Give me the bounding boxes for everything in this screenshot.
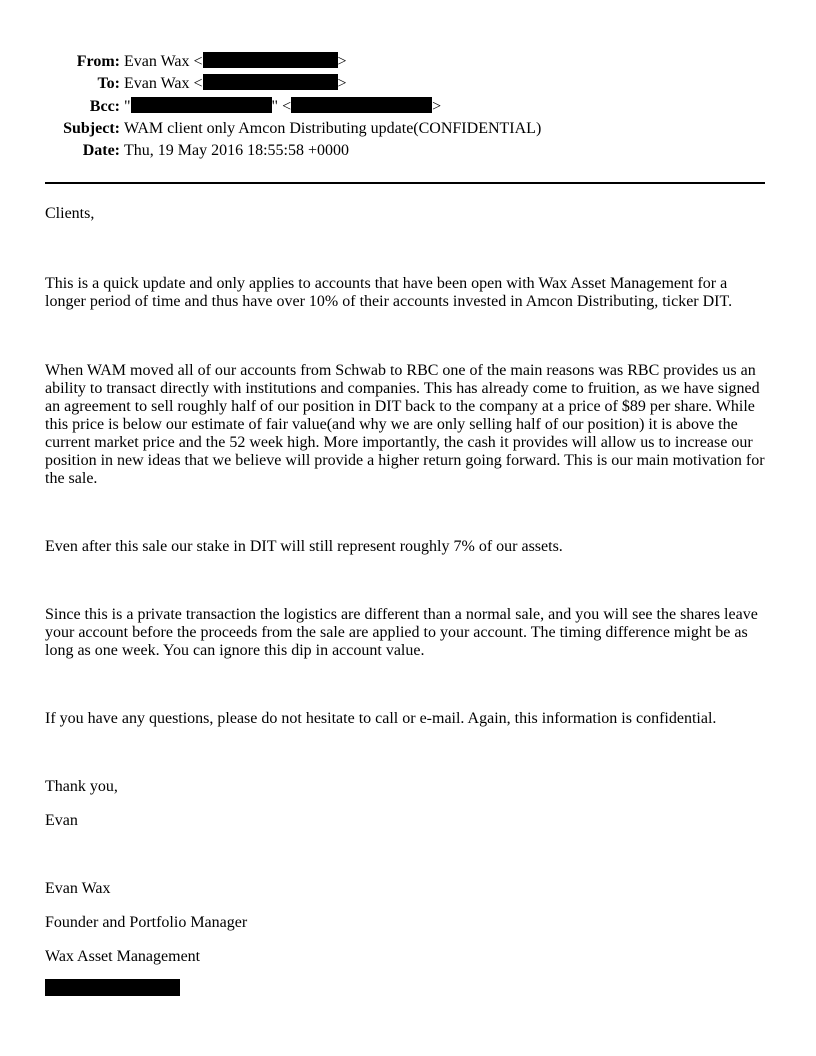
signature-name: Evan Wax [45,880,111,897]
to-bracket: > [337,75,347,93]
paragraph-2: When WAM moved all of our accounts from Schwab to RBC one of the main reasons was RBC provides us an ability to transact directly with institutions and companies. This has already come to fruition, as we have signed an agreement to sell roughly half of our position in DIT back to the company at a price of $89 per share. While this price is below our estimate of fair value(and why we are only selling half of our position) it is above the current market price and the 52 week high. More importantly, the cash it provides will allow us to increase our position in new ideas that we believe will provide a higher return going forward. This is our main motivation for the sale. [45,362,765,487]
paragraph-1: This is a quick update and only applies to accounts that have been open with Wax Asset Management for a longer period of time and thus have over 10% of their accounts invested in Amcon Distributing, ticker DIT. [45,275,733,310]
subject-value: WAM client only Amcon Distributing update(CONFIDENTIAL) [124,119,542,137]
bcc-bracket: > [432,97,442,115]
from-row [0,52,816,74]
closing: Thank you, [45,778,118,795]
date-label: Date: [82,142,120,160]
from-label: From: [76,53,120,70]
date-row [0,141,816,163]
bcc-quote: " [124,97,131,115]
header-divider [45,182,765,184]
redacted-contact [45,979,180,996]
email-body [45,205,770,966]
redacted-email [203,74,338,90]
redacted-email [203,52,338,68]
signature-title: Founder and Portfolio Manager [45,914,248,931]
to-name: Evan Wax < [124,75,203,93]
signature-company: Wax Asset Management [45,948,201,965]
bcc-quote-bracket: " < [271,97,292,115]
bcc-label: Bcc: [89,97,120,115]
from-value [124,52,347,72]
greeting: Clients, [45,205,95,222]
date-value: Thu, 19 May 2016 18:55:58 +0000 [124,142,350,160]
bcc-row [0,97,816,119]
email-header [0,52,816,163]
subject-label: Subject: [63,119,120,137]
redacted-email [291,97,432,113]
to-value [124,74,347,94]
to-label: To: [97,75,120,93]
from-name: Evan Wax < [124,53,203,70]
bcc-value [124,97,441,117]
to-row [0,74,816,96]
paragraph-5: If you have any questions, please do not hesitate to call or e-mail. Again, this information is confidential. [45,710,717,727]
from-bracket: > [337,53,347,70]
first-name: Evan [45,812,78,829]
subject-row [0,119,816,141]
paragraph-3: Even after this sale our stake in DIT will still represent roughly 7% of our assets. [45,538,563,555]
redacted-name [131,97,272,113]
paragraph-4: Since this is a private transaction the logistics are different than a normal sale, and you will see the shares leave your account before the proceeds from the sale are applied to your account. The timing difference might be as long as one week. You can ignore this dip in account value. [45,606,758,659]
